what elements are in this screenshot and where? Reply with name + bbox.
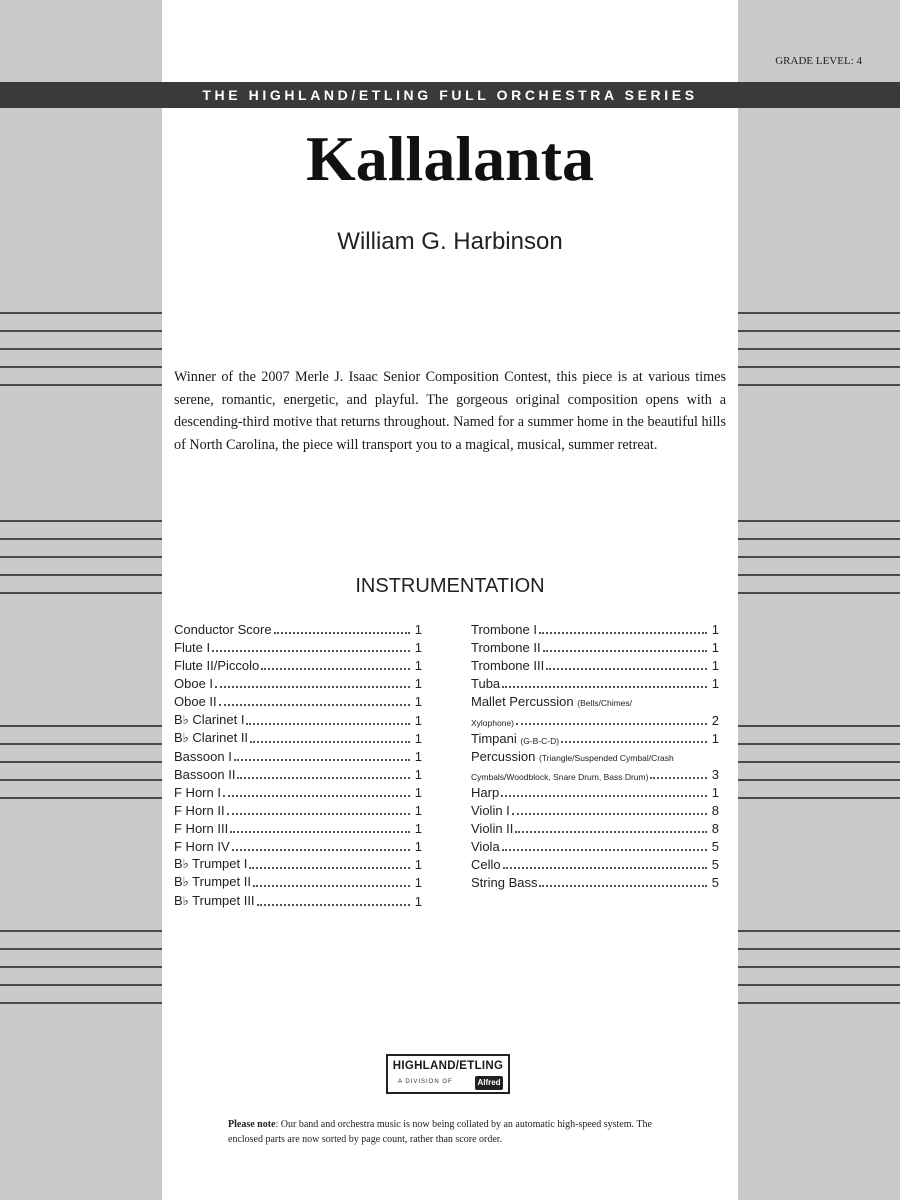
- instrument-count: 1: [414, 694, 422, 710]
- instrument-name: Oboe I: [174, 676, 214, 692]
- leader-dots: [237, 762, 410, 779]
- instrument-name: Bassoon II: [174, 766, 236, 782]
- instrument-row: [471, 872, 719, 890]
- staff-lines: [738, 725, 900, 801]
- instrument-name: Flute I: [174, 640, 211, 656]
- instrument-count: 1: [414, 640, 422, 656]
- instrument-count: 1: [414, 875, 422, 891]
- leader-dots: [232, 834, 410, 851]
- staff-lines: [0, 930, 162, 1006]
- instrument-count: 1: [414, 821, 422, 837]
- logo-line-1: HIGHLAND/ETLING: [392, 1060, 504, 1072]
- instrument-name: Trombone III: [471, 658, 545, 674]
- leader-dots: [539, 617, 707, 634]
- leader-dots: [515, 816, 707, 833]
- leader-dots: [215, 671, 410, 688]
- instrument-name: Percussion: [471, 748, 536, 764]
- leader-dots: [512, 798, 707, 815]
- instrument-count: 1: [414, 803, 422, 819]
- instrument-list-right: [471, 619, 719, 890]
- leader-dots: [230, 816, 410, 833]
- instrument-name: B♭ Trumpet III: [174, 892, 255, 908]
- instrument-count: 2: [711, 712, 719, 728]
- staff-lines: [0, 312, 162, 388]
- leader-dots: [501, 780, 707, 797]
- instrument-name: Flute II/Piccolo: [174, 658, 260, 674]
- note-text: : Our band and orchestra music is now being collated by an automatic high-speed system. The enclosed parts are now sorted by page count, rather than score order.: [228, 1119, 652, 1145]
- leader-dots: [516, 708, 707, 725]
- instrument-count: 1: [414, 748, 422, 764]
- leader-dots: [249, 852, 410, 869]
- leader-dots: [250, 726, 410, 743]
- collation-note: [228, 1117, 678, 1147]
- staff-lines: [738, 312, 900, 388]
- piece-description: Winner of the 2007 Merle J. Isaac Senior Composition Contest, this piece is at various times serene, romantic, energetic, and playful. The gorgeous original composition opens with a descending-third motive that returns throughout. Named for a summer home in the beautiful hills of North Carolina, the piece will transport you to a magical, musical, summer retreat.: [174, 369, 726, 453]
- leader-dots: [546, 653, 707, 670]
- publisher-logo: [386, 1054, 510, 1094]
- instrument-name: F Horn IV: [174, 839, 230, 855]
- staff-lines: [0, 725, 162, 801]
- instrument-name: Harp: [471, 784, 500, 800]
- instrument-count: 8: [711, 803, 719, 819]
- instrument-count: 1: [414, 766, 422, 782]
- left-staff-panel: [0, 0, 162, 1200]
- instrument-count: 1: [711, 640, 719, 656]
- instrument-note: (G-B-C-D): [520, 735, 560, 746]
- instrument-count: 1: [414, 839, 422, 855]
- leader-dots: [223, 780, 410, 797]
- leader-dots: [561, 726, 707, 743]
- logo-line-2: A DIVISION OF: [398, 1079, 453, 1085]
- instrument-count: 1: [414, 730, 422, 746]
- instrument-count: 5: [711, 839, 719, 855]
- leader-dots: [274, 617, 410, 634]
- leader-dots: [502, 834, 707, 851]
- logo-brand: Alfred: [475, 1076, 503, 1090]
- instrument-count: 1: [711, 658, 719, 674]
- instrument-row: [174, 890, 422, 908]
- leader-dots: [219, 689, 410, 706]
- instrument-count: 1: [414, 676, 422, 692]
- leader-dots: [261, 653, 410, 670]
- staff-lines: [0, 520, 162, 596]
- leader-dots: [502, 671, 707, 688]
- instrument-count: 1: [414, 857, 422, 873]
- instrument-count: 1: [711, 622, 719, 638]
- instrument-name: Oboe II: [174, 694, 217, 710]
- instrument-name: B♭ Clarinet II: [174, 729, 249, 745]
- instrument-note: Xylophone): [471, 717, 515, 728]
- leader-dots: [539, 870, 707, 887]
- leader-dots: [227, 798, 410, 815]
- instrument-row: [471, 691, 719, 727]
- leader-dots: [650, 762, 707, 779]
- instrument-name: B♭ Trumpet II: [174, 874, 251, 890]
- instrument-count: 5: [711, 857, 719, 873]
- instrument-count: 1: [711, 784, 719, 800]
- instrument-name: B♭ Trumpet I: [174, 856, 248, 872]
- instrument-name: F Horn I: [174, 784, 221, 800]
- instrument-count: 1: [711, 676, 719, 692]
- instrument-name: Timpani: [471, 730, 517, 746]
- instrument-note: (Bells/Chimes/: [577, 698, 633, 709]
- instrument-name: Violin I: [471, 803, 510, 819]
- instrument-count: 1: [414, 622, 422, 638]
- instrument-name: B♭ Clarinet I: [174, 711, 245, 727]
- staff-lines: [738, 930, 900, 1006]
- instrument-count: 1: [414, 658, 422, 674]
- composer-name: William G. Harbinson: [337, 228, 563, 255]
- instrument-row: [471, 673, 719, 691]
- leader-dots: [503, 852, 707, 869]
- instrument-list-left: [174, 619, 422, 909]
- grade-level: GRADE LEVEL: 4: [775, 55, 862, 67]
- instrument-count: 1: [414, 712, 422, 728]
- instrument-note: Cymbals/Woodblock, Snare Drum, Bass Drum): [471, 771, 649, 782]
- instrument-name: Tuba: [471, 676, 501, 692]
- instrument-name: Mallet Percussion: [471, 694, 574, 710]
- piece-title: Kallalanta: [305, 123, 595, 194]
- instrument-name: Violin II: [471, 821, 514, 837]
- instrument-name: Viola: [471, 839, 500, 855]
- series-title: THE HIGHLAND/ETLING FULL ORCHESTRA SERIES: [202, 87, 698, 103]
- right-staff-panel: [738, 0, 900, 1200]
- instrument-name: Cello: [471, 857, 501, 873]
- leader-dots: [246, 708, 410, 725]
- instrument-name: F Horn III: [174, 821, 229, 837]
- instrument-count: 3: [711, 766, 719, 782]
- leader-dots: [253, 870, 410, 887]
- instrument-row: [471, 746, 719, 782]
- instrument-row: [471, 728, 719, 746]
- instrumentation-heading: INSTRUMENTATION: [355, 575, 545, 597]
- instrument-name: Conductor Score: [174, 622, 272, 638]
- instrument-count: 5: [711, 875, 719, 891]
- leader-dots: [257, 889, 410, 906]
- instrument-note: (Triangle/Suspended Cymbal/Crash: [538, 752, 674, 763]
- instrument-name: String Bass: [471, 875, 538, 891]
- instrument-name: Bassoon I: [174, 748, 232, 764]
- instrument-count: 1: [414, 893, 422, 909]
- instrument-count: 1: [414, 784, 422, 800]
- instrument-name: F Horn II: [174, 803, 225, 819]
- instrument-name: Trombone II: [471, 640, 541, 656]
- staff-lines: [738, 520, 900, 596]
- instrument-count: 8: [711, 821, 719, 837]
- leader-dots: [234, 744, 410, 761]
- instrument-count: 1: [711, 730, 719, 746]
- instrument-name: Trombone I: [471, 622, 537, 638]
- note-label: Please note: [228, 1119, 276, 1130]
- leader-dots: [212, 635, 410, 652]
- leader-dots: [543, 635, 707, 652]
